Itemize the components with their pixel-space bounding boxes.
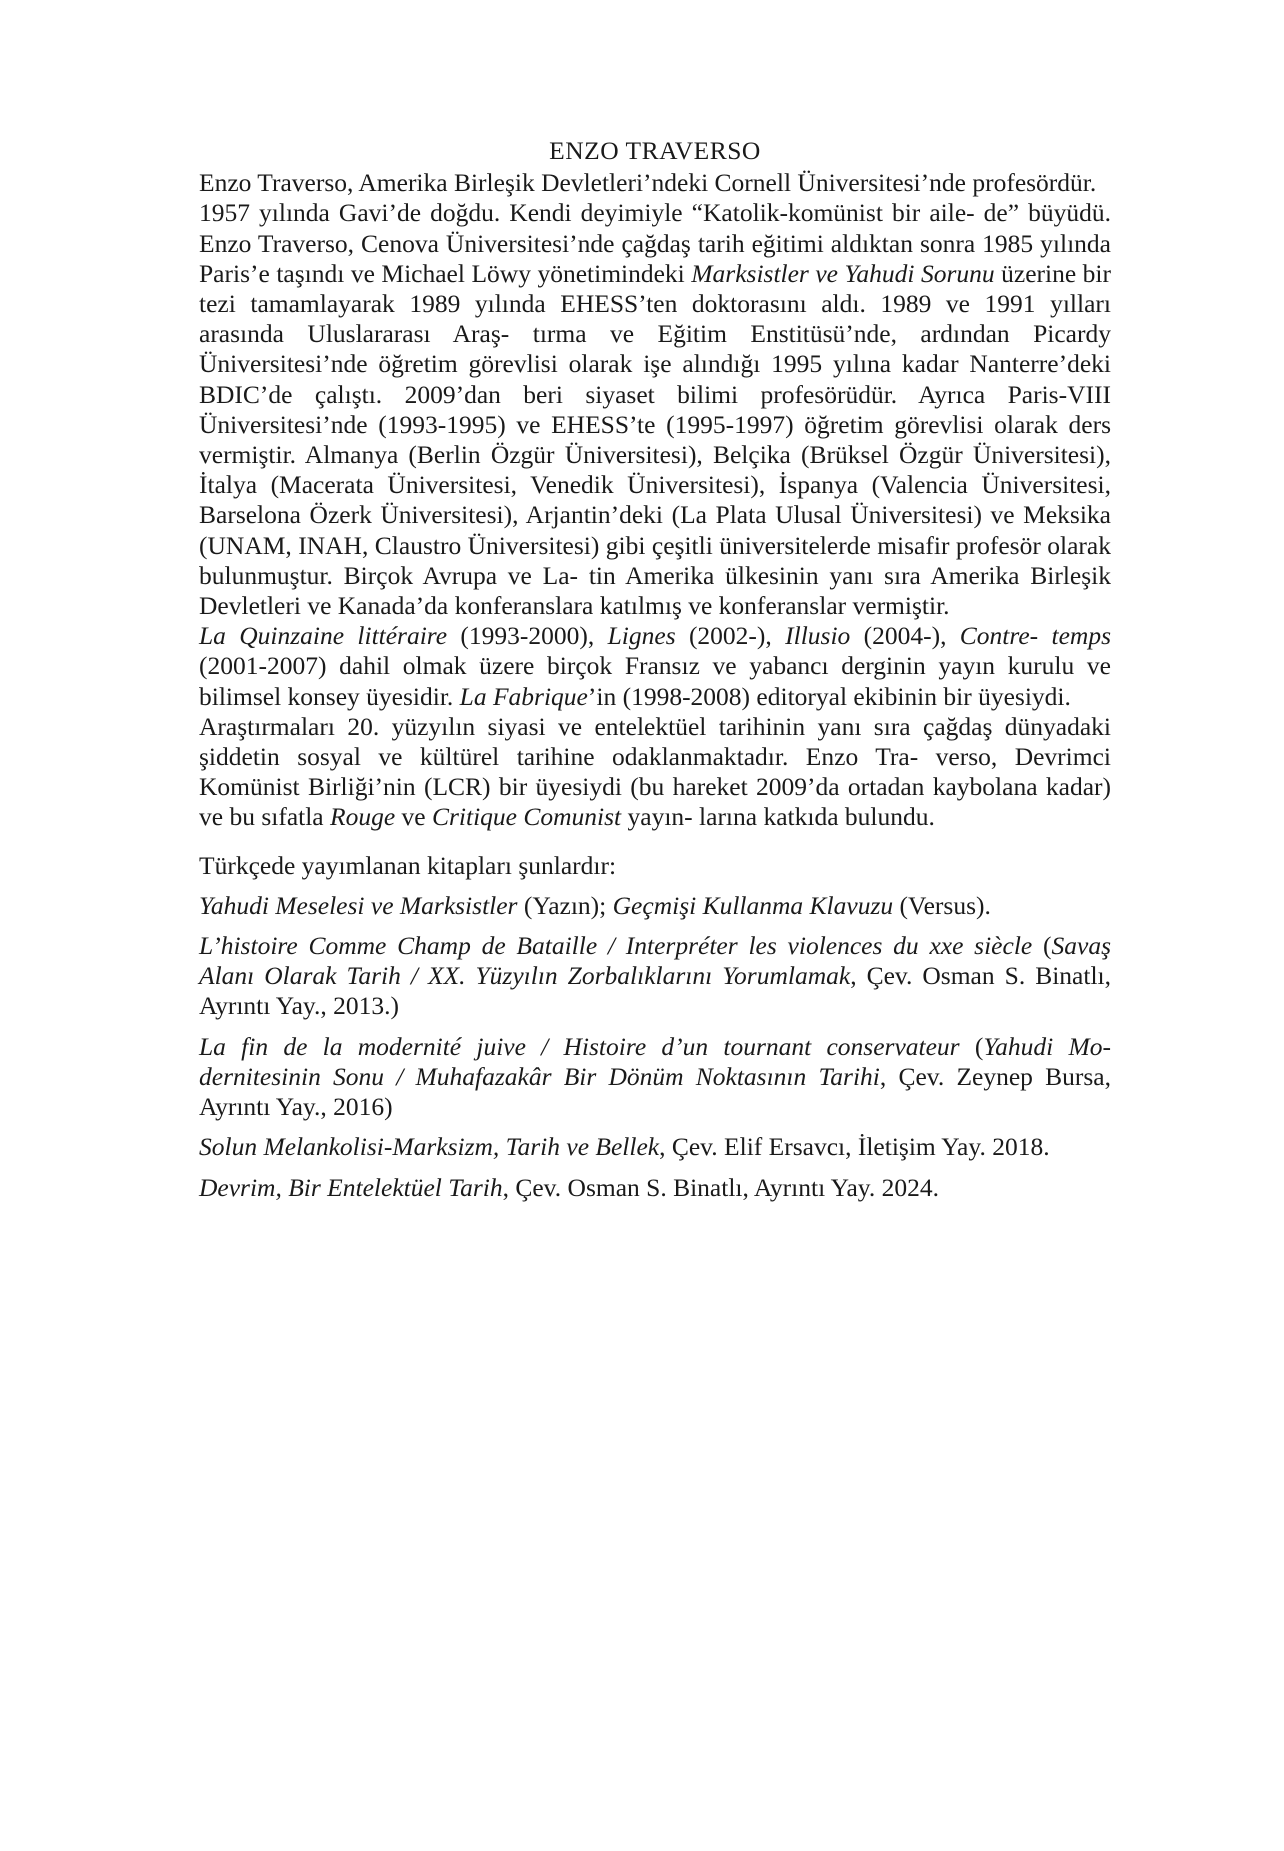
bio-text: Araştırmaları 20. yüzyılın siyasi ve entelektüel tarihinin yanı sıra çağdaş dünyadaki şiddetin sosyal ve kültürel tarihine odaklanmaktadır. Enzo Tra- verso, Devrimci Komünist Birliği’nin (LCR) bir üyesiydi (bu hareket 2009’da ortadan kaybolana kadar) ve bu sıfatla	[199, 711, 1111, 832]
book-list-intro: Türkçede yayımlanan kitapları şunlardır:	[199, 850, 617, 880]
journal-title: Contre- temps	[959, 621, 1111, 651]
journal-title: Lignes	[607, 621, 676, 651]
bio-italic-title: Marksistler ve Yahudi Sorunu	[691, 258, 995, 288]
journal-title: La Fabrique	[459, 681, 588, 711]
book-title: Yahudi Meselesi ve Marksistler	[199, 890, 518, 920]
book-info: , Çev. Osman S. Binatlı, Ayrıntı Yay., 2013.)	[199, 961, 1111, 1021]
journal-title: Critique Comunist	[431, 802, 622, 832]
bio-text: (2002-),	[675, 621, 786, 651]
book-info: , Çev. Elif Ersavcı, İletişim Yay. 2018.	[659, 1132, 1050, 1162]
bio-text: (2001-2007) dahil olmak üzere birçok Fransız ve yabancı derginin yayın kurulu ve bilimsel konsey üyesidir.	[199, 651, 1111, 711]
bio-text: (2004-),	[850, 621, 960, 651]
bio-paragraph	[199, 168, 1111, 198]
book-title: L’histoire Comme Champ de Bataille / Interpréter les violences du xxe siècle	[199, 931, 1033, 961]
bio-text: (1993-2000),	[447, 621, 608, 651]
book-title: Geçmişi Kullanma Klavuzu	[612, 890, 894, 920]
bio-paragraph	[199, 198, 1111, 621]
author-biography	[199, 168, 1111, 832]
journal-title: Illusio	[785, 621, 851, 651]
bio-text: ve	[395, 802, 432, 832]
book-info: (	[959, 1031, 984, 1061]
bio-text: yayın- larına katkıda bulundu.	[621, 802, 935, 832]
book-entry	[199, 1032, 1111, 1123]
book-title: Savaş Alanı Olarak Tarih / XX. Yüzyılın Zorbalıklarını Yorumlamak	[199, 931, 1111, 991]
bio-text: üzerine bir tezi tamamlayarak 1989 yılında EHESS’ten doktorasını aldı. 1989 ve 1991 yılları arasında Uluslararası Araş- tırma ve Eğitim Enstitüsü’nde, ardından Picardy Üniversitesi’nde öğretim görevlisi olarak işe alındığı 1995 yılına kadar Nanterre’deki BDIC’de çalıştı. 2009’dan beri siyaset bilimi profesörüdür. Ayrıca Paris-VIII Üniversitesi’nde (1993-1995) ve EHESS’te (1995-1997) öğretim görevlisi olarak ders vermiştir. Almanya (Berlin Özgür Üniversitesi), Belçika (Brüksel Özgür Üniversitesi), İtalya (Macerata Üniversitesi, Venedik Üniversitesi), İspanya (Valencia Üniversitesi, Barselona Özerk Üniversitesi), Arjantin’deki (La Plata Ulusal Üniversitesi) ve Meksika (UNAM, INAH, Claustro Üniversitesi) gibi çeşitli üniversitelerde misafir profesör olarak bulunmuştur. Birçok Avrupa ve La- tin Amerika ülkesinin yanı sıra Amerika Birleşik Devletleri ve Kanada’da konferanslara katılmış ve konferanslar vermiştir.	[199, 258, 1111, 621]
journal-title: La Quinzaine littéraire	[199, 621, 448, 651]
book-entry	[199, 1132, 1111, 1162]
bio-text: 1957 yılında Gavi’de doğdu. Kendi deyimiyle “Katolik-komünist bir aile- de” büyüdü. Enzo Traverso, Cenova Üniversitesi’nde çağdaş tarih eğitimi aldıktan sonra 1985 yılında Paris’e taşındı ve Michael Löwy yönetimindeki	[199, 198, 1111, 288]
book-info: (	[1032, 931, 1052, 961]
book-info: (Versus).	[893, 890, 991, 920]
book-info: , Çev. Osman S. Binatlı, Ayrıntı Yay. 2024.	[502, 1172, 939, 1202]
book-title: Devrim, Bir Entelektüel Tarih	[199, 1172, 503, 1202]
book-title: La fin de la modernité juive / Histoire d’un tournant conservateur	[199, 1031, 960, 1061]
bio-text: Enzo Traverso, Amerika Birleşik Devletleri’ndeki Cornell Üniversitesi’nde profesördür.	[199, 168, 1097, 198]
book-info: , Çev. Zeynep Bursa, Ayrıntı Yay., 2016)	[199, 1061, 1112, 1122]
book-entry	[199, 931, 1111, 1022]
book-title: Yahudi Mo- dernitesinin Sonu / Muhafazakâr Bir Dönüm Noktasının Tarihi	[199, 1031, 1111, 1091]
bio-paragraph	[199, 621, 1111, 712]
bio-paragraph	[199, 712, 1111, 833]
journal-title: Rouge	[330, 802, 396, 832]
page-content	[199, 136, 1111, 1213]
book-info: (Yazın);	[517, 890, 613, 920]
book-list	[199, 851, 1111, 1203]
book-title: Solun Melankolisi-Marksizm, Tarih ve Bellek	[199, 1132, 660, 1162]
bio-text: ’in (1998-2008) editoryal ekibinin bir üyesiydi.	[587, 681, 1071, 711]
book-entry	[199, 1173, 1111, 1203]
book-entry	[199, 891, 1111, 921]
author-title: ENZO TRAVERSO	[549, 136, 761, 165]
